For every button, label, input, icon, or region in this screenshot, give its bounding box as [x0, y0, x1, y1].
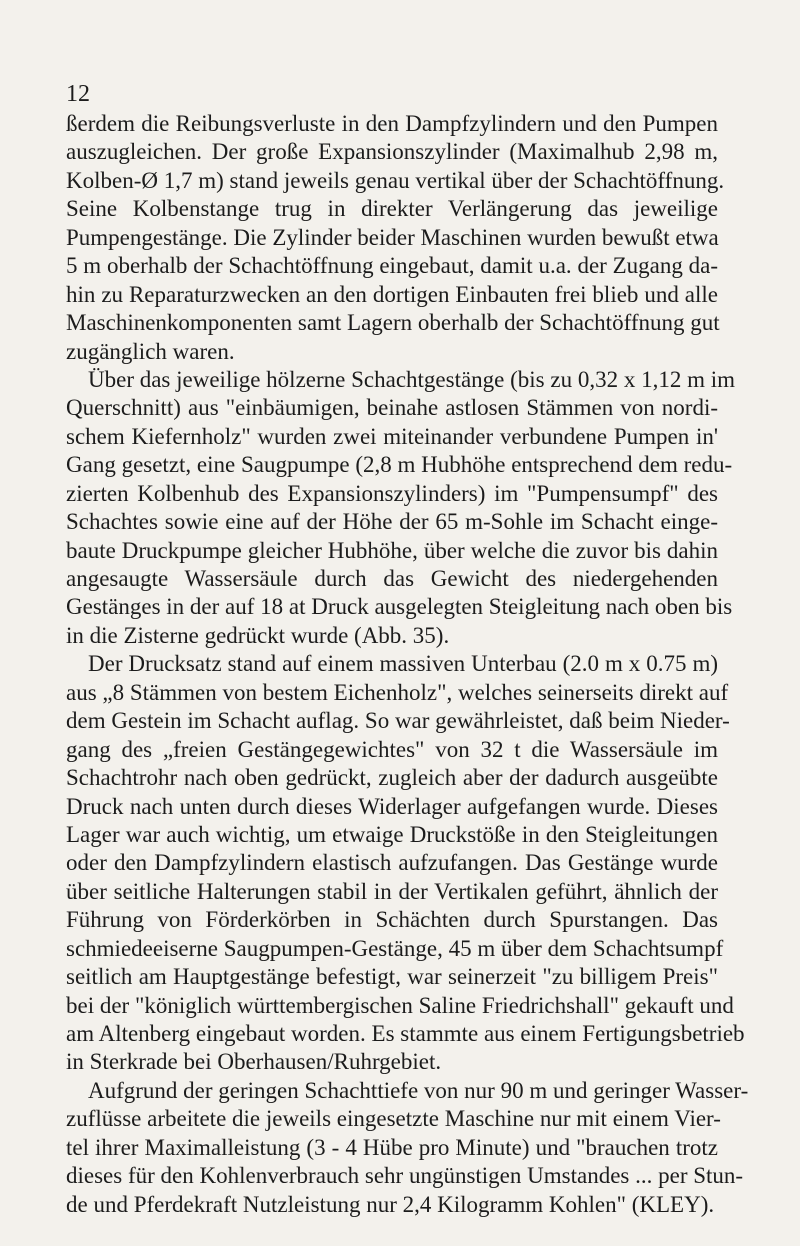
- text-line: zierten Kolbenhub des Expansionszylinders) im "Pumpensumpf" des: [66, 480, 718, 506]
- text-line: aus „8 Stämmen von bestem Eichenholz", welches seinerseits direkt auf: [66, 679, 729, 705]
- text-line: zuflüsse arbeitete die jeweils eingesetzte Maschine nur mit einem Vier-: [66, 1106, 721, 1132]
- text-line: de und Pferdekraft Nutzleistung nur 2,4 Kilogramm Kohlen" (KLEY).: [66, 1191, 715, 1217]
- text-line: ßerdem die Reibungsverluste in den Dampfzylindern und den Pumpen: [66, 111, 718, 136]
- paragraph: [66, 366, 736, 650]
- text-line: Druck nach unten durch dieses Widerlager aufgefangen wurde. Dieses: [66, 793, 718, 819]
- text-line: bei der "königlich württembergischen Saline Friedrichshall" gekauft und: [66, 992, 734, 1018]
- text-line: Schachtes sowie eine auf der Höhe der 65 m-Sohle im Schacht einge-: [66, 509, 718, 535]
- text-line: in die Zisterne gedrückt wurde (Abb. 35).: [66, 622, 450, 648]
- text-line: hin zu Reparaturzwecken an den dortigen Einbauten frei blieb und alle: [66, 281, 718, 307]
- text-line: schmiedeeiserne Saugpumpen-Gestänge, 45 m über dem Schachtsumpf: [66, 935, 724, 961]
- text-line: Gang gesetzt, eine Saugpumpe (2,8 m Hubhöhe entsprechend dem redu-: [66, 452, 733, 478]
- text-line: zugänglich waren.: [66, 338, 235, 364]
- text-line: tel ihrer Maximalleistung (3 - 4 Hübe pro Minute) und "brauchen trotz: [66, 1134, 718, 1160]
- page-number: 12: [66, 81, 90, 107]
- text-line: baute Druckpumpe gleicher Hubhöhe, über welche die zuvor bis dahin: [66, 537, 718, 563]
- text-line: Gestänges in der auf 18 at Druck ausgelegten Steigleitung nach oben bis: [66, 594, 733, 620]
- text-line: schem Kiefernholz" wurden zwei miteinander verbundene Pumpen in': [66, 423, 718, 449]
- paragraph: [66, 650, 745, 1077]
- body-text: [66, 110, 749, 1219]
- text-line: gang des „freien Gestängegewichtes" von 32 t die Wassersäule im: [66, 736, 718, 762]
- text-line: dem Gestein im Schacht auflag. So war gewährleistet, daß beim Nieder-: [66, 708, 730, 734]
- text-line: Über das jeweilige hölzerne Schachtgestänge (bis zu 0,32 x 1,12 m im: [88, 366, 736, 392]
- text-line: Kolben-Ø 1,7 m) stand jeweils genau vertikal über der Schachtöffnung.: [66, 167, 725, 193]
- text-line: Lager war auch wichtig, um etwaige Druckstöße in den Steigleitungen: [66, 821, 718, 847]
- text-line: seitlich am Hauptgestänge befestigt, war seinerzeit "zu billigem Preis": [66, 964, 718, 990]
- text-line: Aufgrund der geringen Schachttiefe von nur 90 m und geringer Wasser-: [88, 1077, 749, 1103]
- text-line: Schachtrohr nach oben gedrückt, zugleich aber der dadurch ausgeübte: [66, 765, 718, 791]
- text-line: Seine Kolbenstange trug in direkter Verlängerung das jeweilige: [66, 196, 718, 222]
- text-line: in Sterkrade bei Oberhausen/Ruhrgebiet.: [66, 1049, 442, 1075]
- text-line: 5 m oberhalb der Schachtöffnung eingebaut, damit u.a. der Zugang da-: [66, 253, 718, 279]
- text-line: Querschnitt) aus "einbäumigen, beinahe astlosen Stämmen von nordi-: [66, 395, 718, 421]
- text-line: dieses für den Kohlenverbrauch sehr ungünstigen Umstandes ... per Stun-: [66, 1163, 744, 1189]
- paragraph: [66, 110, 725, 366]
- text-line: über seitliche Halterungen stabil in der Vertikalen geführt, ähnlich der: [66, 878, 718, 904]
- text-line: Der Drucksatz stand auf einem massiven Unterbau (2.0 m x 0.75 m): [88, 651, 718, 677]
- text-line: Pumpengestänge. Die Zylinder beider Maschinen wurden bewußt etwa: [66, 224, 719, 250]
- paragraph: [66, 1077, 749, 1219]
- text-line: Führung von Förderkörben in Schächten durch Spurstangen. Das: [66, 907, 718, 933]
- text-line: oder den Dampfzylindern elastisch aufzufangen. Das Gestänge wurde: [66, 850, 718, 876]
- text-line: angesaugte Wassersäule durch das Gewicht des niedergehenden: [66, 566, 718, 591]
- text-line: auszugleichen. Der große Expansionszylinder (Maximalhub 2,98 m,: [66, 139, 718, 165]
- text-line: am Altenberg eingebaut worden. Es stammte aus einem Fertigungsbetrieb: [66, 1021, 745, 1046]
- text-line: Maschinenkomponenten samt Lagern oberhalb der Schachtöffnung gut: [66, 310, 720, 336]
